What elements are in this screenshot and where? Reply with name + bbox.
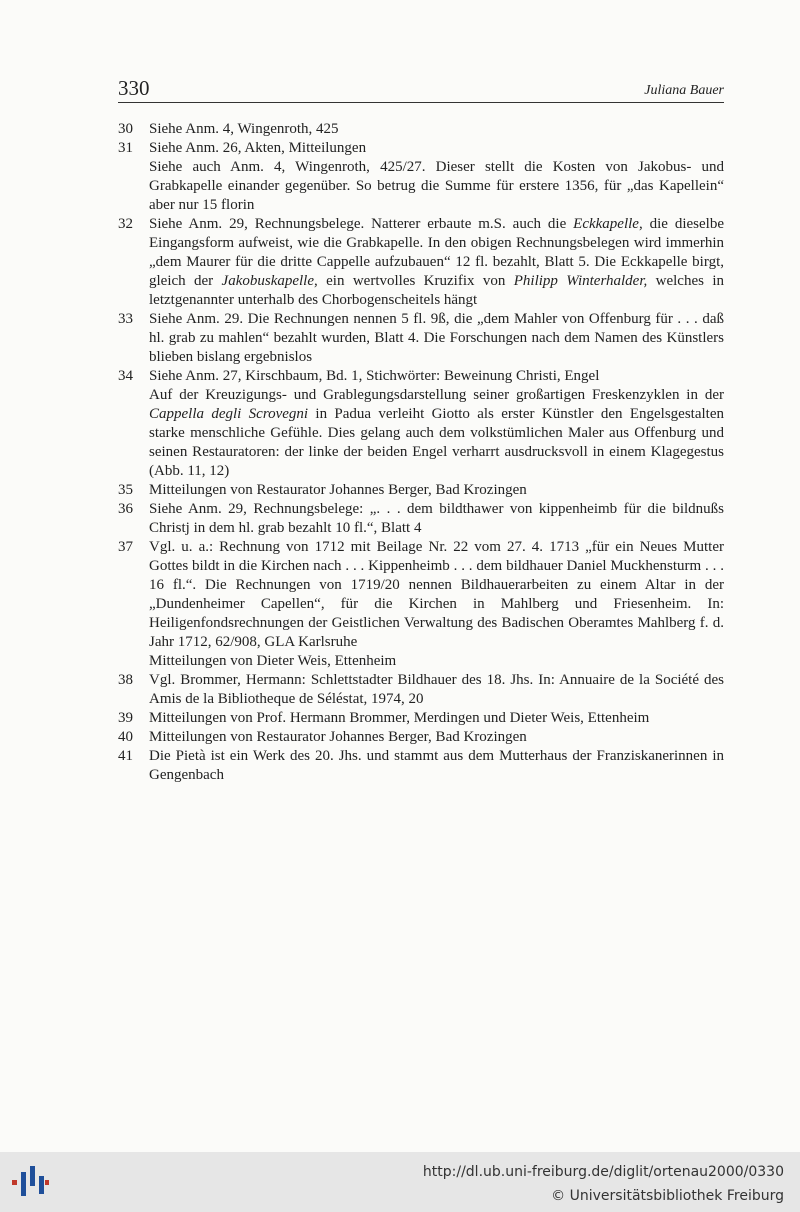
text-run: Siehe Anm. 26, Akten, Mitteilungen [149, 140, 367, 156]
italic-text: Jakobuskapelle [221, 273, 315, 289]
endnote-number: 34 [118, 368, 133, 384]
endnote-text [149, 481, 724, 500]
text-run: Mitteilungen von Restaurator Johannes Berger, Bad Krozingen [149, 729, 527, 745]
text-run: Vgl. Brommer, Hermann: Schlettstadter Bildhauer des 18. Jhs. In: Annuaire de la Société des Amis de la Bibliotheque de Séléstat, 1974, 20 [149, 672, 724, 707]
endnote-text [149, 747, 724, 785]
endnote-paragraph [149, 747, 724, 785]
italic-text: Eckkapelle [573, 216, 639, 232]
endnote-33 [118, 310, 724, 367]
text-run: Siehe Anm. 29, Rechnungsbelege: „. . . dem bildthawer von kippenheimb für die bildnußs Christj in dem hl. grab bezahlt 10 fl.“, Blatt 4 [149, 501, 724, 536]
endnote-number: 41 [118, 748, 133, 764]
endnote-number: 36 [118, 501, 133, 517]
endnote-paragraph [149, 310, 724, 367]
endnote-paragraph [149, 120, 724, 139]
endnote-number: 32 [118, 216, 133, 232]
endnote-32 [118, 215, 724, 310]
text-run: Siehe Anm. 29. Die Rechnungen nennen 5 fl. 9ß, die „dem Mahler von Offenburg für . . . daß hl. grab zu mahlen“ bezahlt wurden, Blatt 4. Die Forschungen nach dem Namen des Künstlers blieben bislang ergebnislos [149, 311, 724, 365]
text-run: Siehe Anm. 4, Wingenroth, 425 [149, 121, 339, 137]
endnote-number: 37 [118, 539, 133, 555]
permalink-url[interactable]: http://dl.ub.uni-freiburg.de/diglit/ortenau2000/0330 [422, 1164, 784, 1180]
endnotes-list [118, 120, 724, 785]
endnote-31 [118, 139, 724, 215]
endnote-paragraph [149, 728, 724, 747]
endnote-41 [118, 747, 724, 785]
endnote-36 [118, 500, 724, 538]
running-head: Juliana Bauer [644, 83, 724, 98]
text-run: Vgl. u. a.: Rechnung von 1712 mit Beilage Nr. 22 vom 27. 4. 1713 „für ein Neues Mutter Gottes bildt in die Kirchen nach . . . Kippenheimb . . . dem bildhauer Daniel Muckhensturm . . . 16 fl.“. Die Rechnungen von 1719/20 nennen Bildhauerarbeiten zu einem Altar in der „Dundenheimer Capellen“, für die Kirchen in Mahlberg und Friesenheim. In: Heiligenfondsrechnungen der Geistlichen Verwaltung des Badischen Oberamtes Mahlberg f. d. Jahr 1712, 62/908, GLA Karlsruhe [149, 539, 724, 650]
endnote-paragraph [149, 215, 724, 310]
italic-text: Philipp Winterhalder, [513, 273, 648, 289]
endnote-number: 35 [118, 482, 133, 498]
endnote-paragraph [149, 386, 724, 481]
endnote-text [149, 310, 724, 367]
endnote-paragraph [149, 367, 724, 386]
text-run: Siehe Anm. 27, Kirschbaum, Bd. 1, Stichwörter: Beweinung Christi, Engel [149, 368, 600, 384]
endnote-text [149, 120, 724, 139]
text-run: Die Pietà ist ein Werk des 20. Jhs. und stammt aus dem Mutterhaus der Franziskanerinnen in Gengenbach [149, 748, 724, 783]
endnote-text [149, 215, 724, 310]
endnote-number: 33 [118, 311, 133, 327]
endnote-34 [118, 367, 724, 481]
endnote-text [149, 671, 724, 709]
text-run: Mitteilungen von Prof. Hermann Brommer, Merdingen und Dieter Weis, Ettenheim [149, 710, 650, 726]
copyright-notice: © Universitätsbibliothek Freiburg [551, 1188, 784, 1204]
endnote-paragraph [149, 652, 724, 671]
endnote-paragraph [149, 481, 724, 500]
text-run: Mitteilungen von Dieter Weis, Ettenheim [149, 653, 397, 669]
endnote-paragraph [149, 139, 724, 158]
endnote-number: 40 [118, 729, 133, 745]
endnote-paragraph [149, 709, 724, 728]
endnote-40 [118, 728, 724, 747]
text-run: Auf der Kreuzigungs- und Grablegungsdarstellung seiner großartigen Freskenzyklen in der [149, 387, 724, 403]
endnote-35 [118, 481, 724, 500]
endnote-text [149, 139, 724, 215]
endnote-paragraph [149, 671, 724, 709]
text-run: Siehe auch Anm. 4, Wingenroth, 425/27. Dieser stellt die Kosten von Jakobus- und Grabkapelle einander gegenüber. So betrug die Summe für erstere 1356, für „das Kapellein“ aber nur 15 florin [149, 159, 724, 213]
endnote-number: 31 [118, 140, 133, 156]
endnote-paragraph [149, 500, 724, 538]
endnote-39 [118, 709, 724, 728]
text-run: Mitteilungen von Restaurator Johannes Berger, Bad Krozingen [149, 482, 527, 498]
endnote-text [149, 500, 724, 538]
endnote-37 [118, 538, 724, 671]
text-run: in Padua verleiht Giotto als erster Künstler den Engelsgestalten starke menschliche Gefühle. Dies gelang auch dem volkstümlichen Maler aus Offenburg und seinen Restauratoren: der linke der beiden Engel verharrt ausdrucksvoll in einem Klagegestus (Abb. 11, 12) [149, 406, 724, 479]
endnote-text [149, 538, 724, 671]
text-run: , ein wertvolles Kruzifix von [314, 273, 514, 289]
ub-freiburg-logo-icon [10, 1164, 50, 1200]
endnote-text [149, 367, 724, 481]
endnote-38 [118, 671, 724, 709]
text-run: Siehe Anm. 29, Rechnungsbelege. Natterer erbaute m.S. auch die [149, 216, 574, 232]
endnote-30 [118, 120, 724, 139]
endnote-number: 30 [118, 121, 133, 137]
endnote-text [149, 709, 724, 728]
endnote-text [149, 728, 724, 747]
page-header [118, 76, 724, 103]
page-number: 330 [118, 76, 150, 100]
italic-text: Cappella degli Scrovegni [149, 406, 309, 422]
endnote-number: 39 [118, 710, 133, 726]
endnote-paragraph [149, 158, 724, 215]
endnote-paragraph [149, 538, 724, 652]
text-run: welches in letztgenannter unterhalb des Chorbogenscheitels hängt [149, 273, 724, 308]
text-run: , die dieselbe Eingangsform aufweist, wie die Grabkapelle. In den obigen Rechnungsbelegen wird immerhin „dem Maurer für die dritte Cappelle aufzubauen“ 12 fl. bezahlt, Blatt 5. Die Eckkapelle birgt, gleich der [149, 216, 724, 289]
viewer-footer [0, 1152, 800, 1212]
endnote-number: 38 [118, 672, 133, 688]
